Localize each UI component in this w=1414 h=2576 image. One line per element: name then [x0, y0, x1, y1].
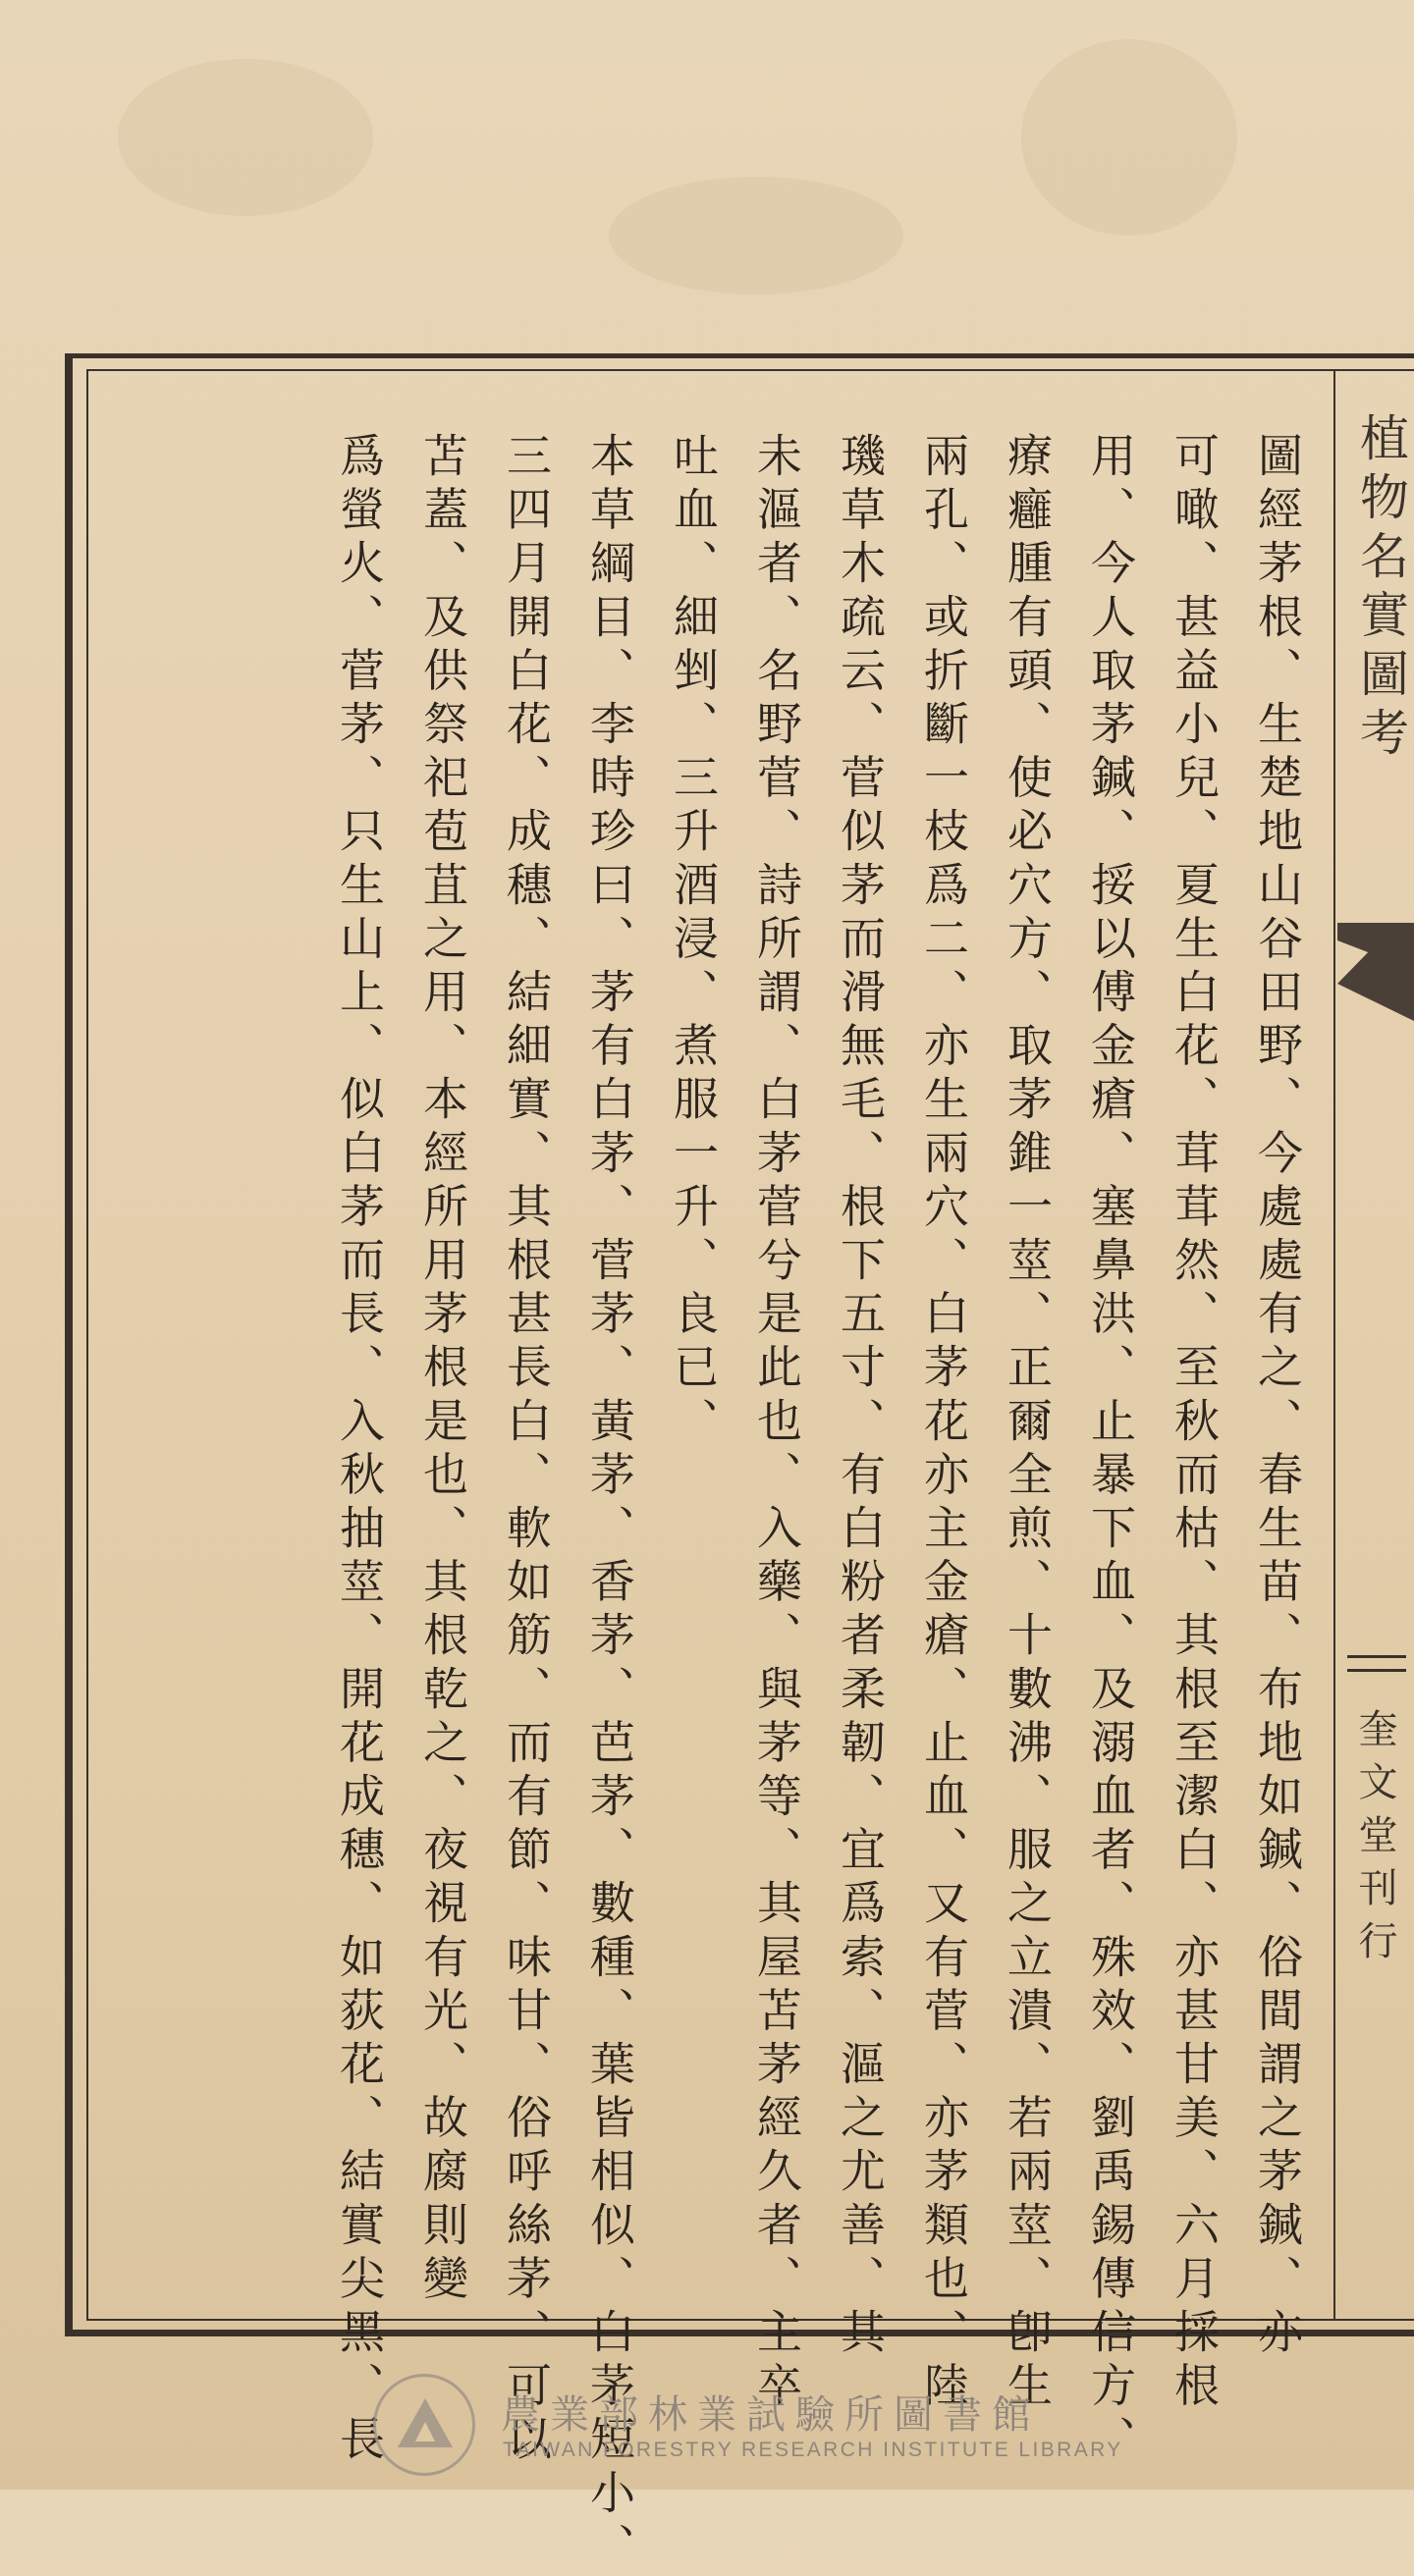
text-column-3: 用、今人取茅鍼、挼以傅金瘡、塞鼻洪、止暴下血、及溺血者、殊效、劉禹錫傳信方、	[1084, 432, 1137, 2469]
fold-dash-top	[1347, 1655, 1406, 1658]
text-column-4: 療癰腫有頭、使必穴方、取茅錐一莖、正爾全煎、十數沸、服之立潰、若兩莖、卽生	[1001, 432, 1054, 2416]
paper-stain	[609, 177, 903, 295]
text-column-11: 苫蓋、及供祭祀苞苴之用、本經所用茅根是也、其根乾之、夜視有光、故腐則變	[416, 432, 469, 2308]
text-column-12: 爲螢火、菅茅、只生山上、似白茅而長、入秋抽莖、開花成穗、如荻花、結實尖黑、長	[333, 432, 386, 2469]
text-column-1: 圖經茅根、生楚地山谷田野、今處處有之、春生苗、布地如鍼、俗間謂之茅鍼、亦	[1251, 432, 1304, 2362]
fold-dash-bottom	[1347, 1669, 1406, 1672]
tfri-logo-icon	[373, 2374, 475, 2476]
text-column-5: 兩孔、或折斷一枝爲二、亦生兩穴、白茅花亦主金瘡、止血、又有菅、亦茅類也、陸	[917, 432, 970, 2416]
text-column-7: 未漚者、名野菅、詩所謂、白茅菅兮是此也、入藥、與茅等、其屋苫茅經久者、主卒	[750, 432, 803, 2416]
publisher-imprint: 奎文堂刊行	[1352, 1708, 1397, 1973]
library-name-en: TAIWAN FORESTRY RESEARCH INSTITUTE LIBRARY	[503, 2439, 1123, 2461]
text-column-8: 吐血、細剉、三升酒浸、煮服一升、良已、	[667, 432, 720, 1451]
text-column-10: 三四月開白花、成穗、結細實、其根甚長白、軟如筋、而有節、味甘、俗呼絲茅、可以	[500, 432, 553, 2469]
library-name-zh: 農業部林業試驗所圖書館	[501, 2392, 1041, 2438]
text-column-6: 璣草木疏云、菅似茅而滑無毛、根下五寸、有白粉者柔韌、宜爲索、漚之尤善、其	[834, 432, 887, 2362]
text-column-2: 可噉、甚益小兒、夏生白花、茸茸然、至秋而枯、其根至潔白、亦甚甘美、六月採根	[1168, 432, 1221, 2416]
paper-stain	[118, 59, 373, 216]
paper-stain	[1021, 39, 1237, 236]
fold-line-left	[1333, 369, 1335, 2321]
text-column-9: 本草綱目、李時珍曰、茅有白茅、菅茅、黃茅、香茅、芭茅、數種、葉皆相似、白茅短小、	[583, 432, 636, 2576]
book-title: 植物名實圖考	[1352, 412, 1409, 766]
